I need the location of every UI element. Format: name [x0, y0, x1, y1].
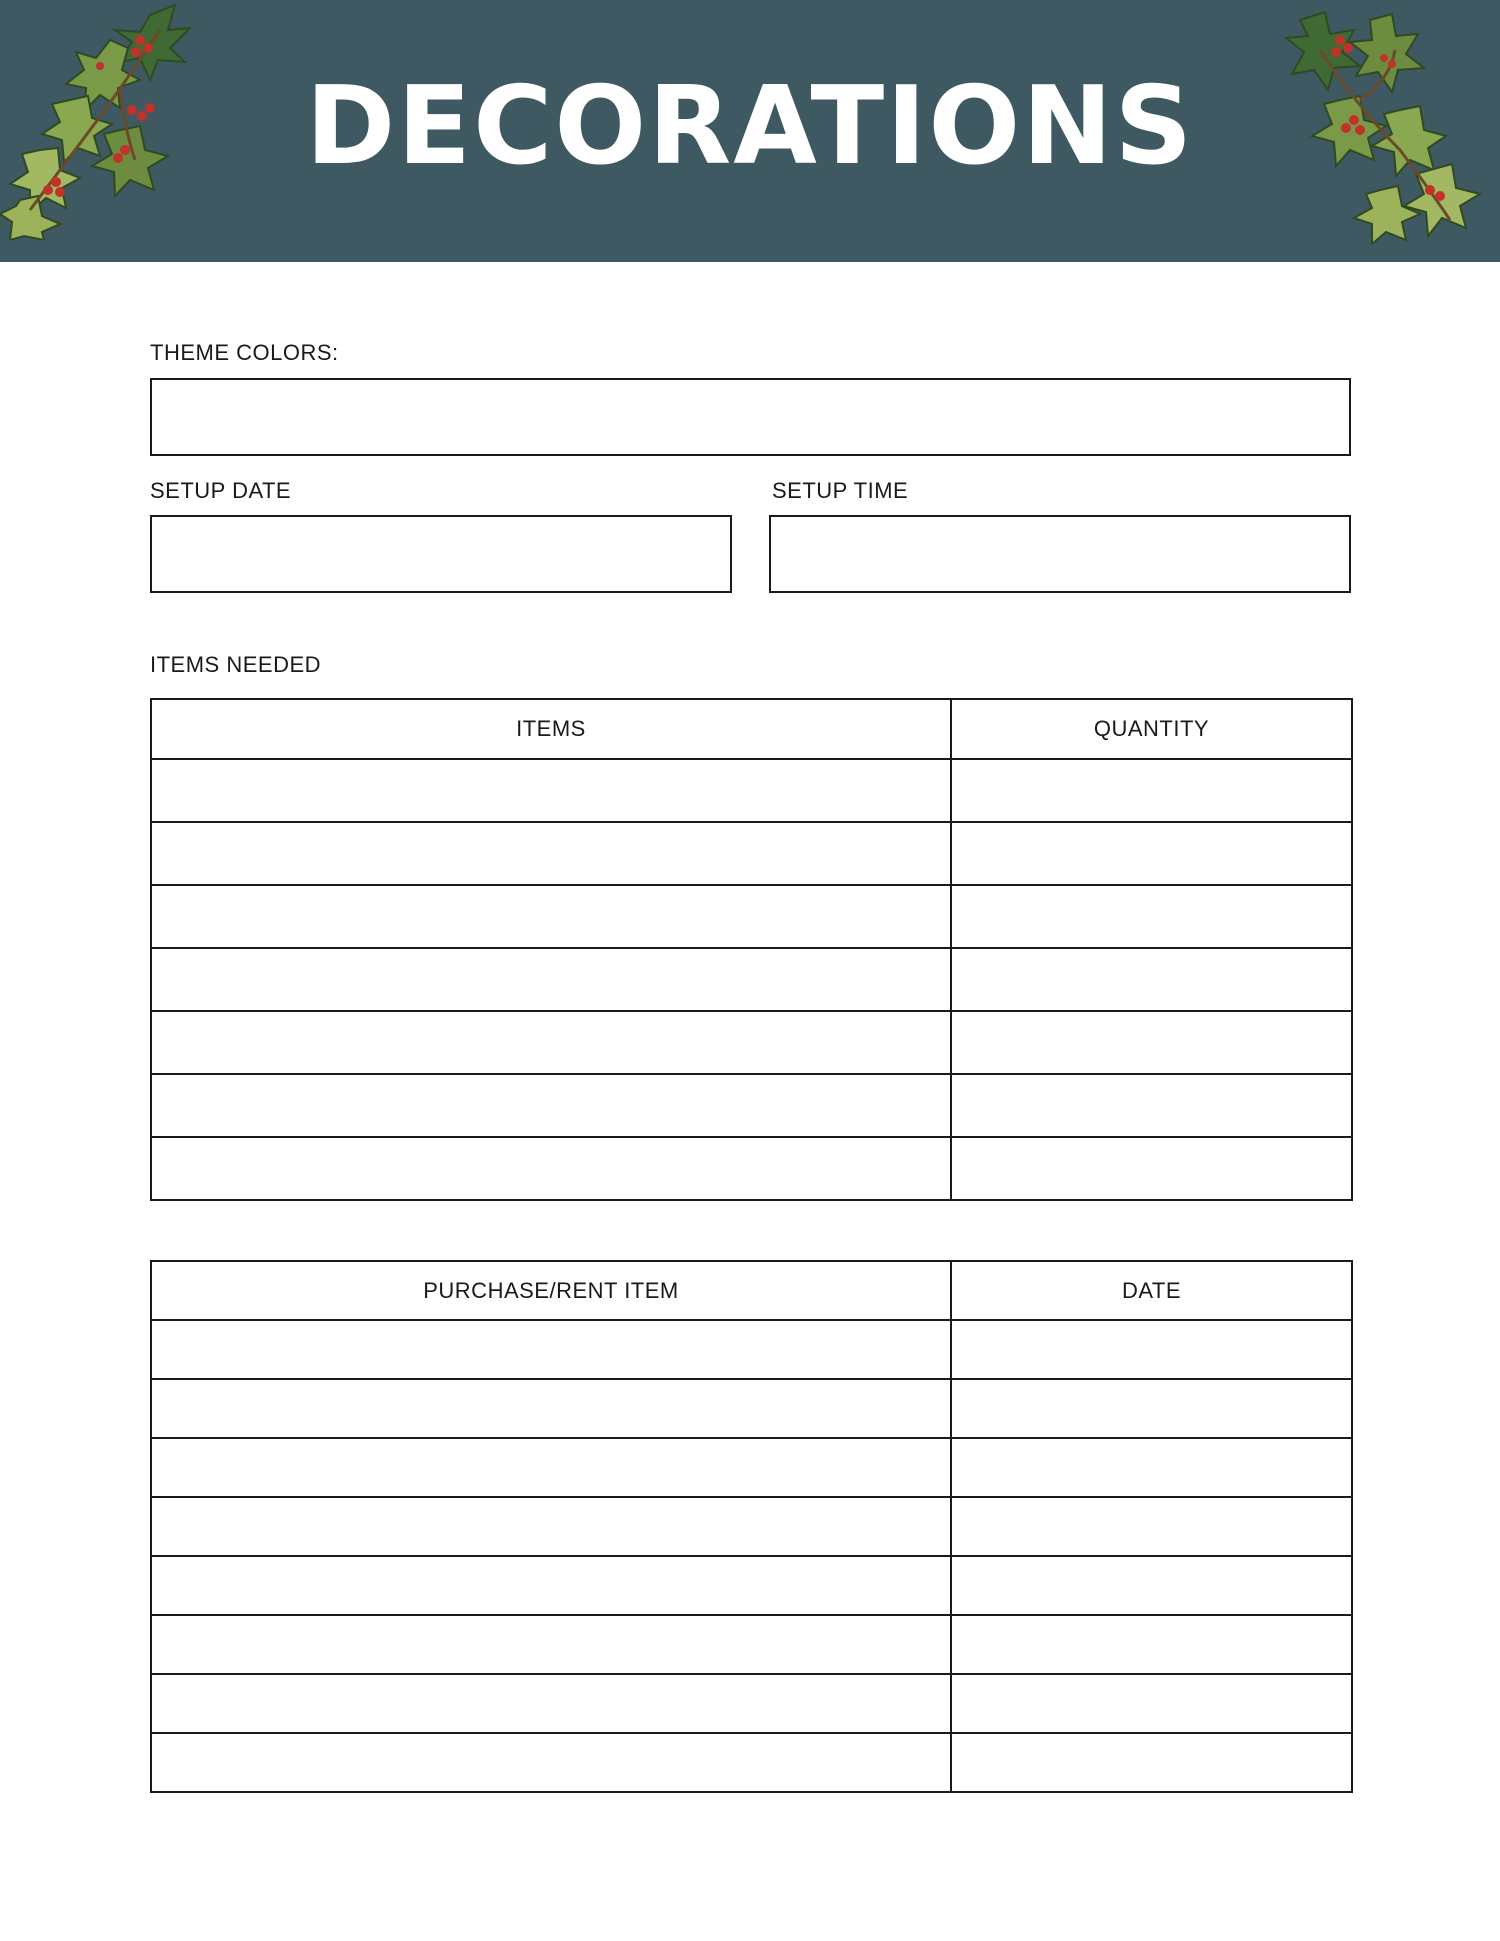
column-header-date: DATE: [951, 1261, 1352, 1320]
setup-date-label: SETUP DATE: [150, 478, 292, 503]
items-needed-table: [150, 698, 1353, 1201]
purchase-item-cell[interactable]: [151, 1674, 951, 1733]
quantity-cell[interactable]: [951, 1137, 1352, 1200]
table-header-row: [151, 699, 1352, 759]
quantity-cell[interactable]: [951, 885, 1352, 948]
date-cell[interactable]: [951, 1674, 1352, 1733]
purchase-rent-table: [150, 1260, 1353, 1793]
purchase-item-cell[interactable]: [151, 1733, 951, 1792]
table-row: [151, 1733, 1352, 1792]
header-banner: [0, 0, 1500, 262]
table-row: [151, 1137, 1352, 1200]
table-header-row: [151, 1261, 1352, 1320]
table-row: [151, 948, 1352, 1011]
column-header-items: ITEMS: [151, 699, 951, 759]
setup-date-field[interactable]: [150, 515, 732, 593]
item-cell[interactable]: [151, 1074, 951, 1137]
table-row: [151, 1556, 1352, 1615]
table-row: [151, 1074, 1352, 1137]
date-cell[interactable]: [951, 1556, 1352, 1615]
holly-icon: [1280, 0, 1500, 245]
theme-colors-field[interactable]: [150, 378, 1351, 456]
item-cell[interactable]: [151, 885, 951, 948]
quantity-cell[interactable]: [951, 1074, 1352, 1137]
table-row: [151, 1438, 1352, 1497]
date-cell[interactable]: [951, 1438, 1352, 1497]
quantity-cell[interactable]: [951, 948, 1352, 1011]
purchase-item-cell[interactable]: [151, 1438, 951, 1497]
table-row: [151, 1615, 1352, 1674]
purchase-item-cell[interactable]: [151, 1320, 951, 1379]
date-cell[interactable]: [951, 1615, 1352, 1674]
theme-colors-label: THEME COLORS:: [150, 340, 339, 365]
date-cell[interactable]: [951, 1497, 1352, 1556]
quantity-cell[interactable]: [951, 759, 1352, 822]
table-row: [151, 1320, 1352, 1379]
item-cell[interactable]: [151, 1011, 951, 1074]
item-cell[interactable]: [151, 1137, 951, 1200]
purchase-item-cell[interactable]: [151, 1615, 951, 1674]
table-row: [151, 1674, 1352, 1733]
quantity-cell[interactable]: [951, 822, 1352, 885]
table-row: [151, 1011, 1352, 1074]
setup-time-field[interactable]: [769, 515, 1351, 593]
purchase-item-cell[interactable]: [151, 1379, 951, 1438]
quantity-cell[interactable]: [951, 1011, 1352, 1074]
item-cell[interactable]: [151, 822, 951, 885]
table-row: [151, 885, 1352, 948]
table-row: [151, 822, 1352, 885]
purchase-item-cell[interactable]: [151, 1497, 951, 1556]
items-needed-label: ITEMS NEEDED: [150, 652, 322, 677]
purchase-item-cell[interactable]: [151, 1556, 951, 1615]
setup-time-label: SETUP TIME: [772, 478, 909, 503]
item-cell[interactable]: [151, 948, 951, 1011]
table-row: [151, 759, 1352, 822]
page-title: DECORATIONS: [305, 64, 1195, 189]
table-row: [151, 1497, 1352, 1556]
item-cell[interactable]: [151, 759, 951, 822]
table-row: [151, 1379, 1352, 1438]
column-header-quantity: QUANTITY: [951, 699, 1352, 759]
column-header-purchase-rent-item: PURCHASE/RENT ITEM: [151, 1261, 951, 1320]
date-cell[interactable]: [951, 1320, 1352, 1379]
date-cell[interactable]: [951, 1733, 1352, 1792]
date-cell[interactable]: [951, 1379, 1352, 1438]
